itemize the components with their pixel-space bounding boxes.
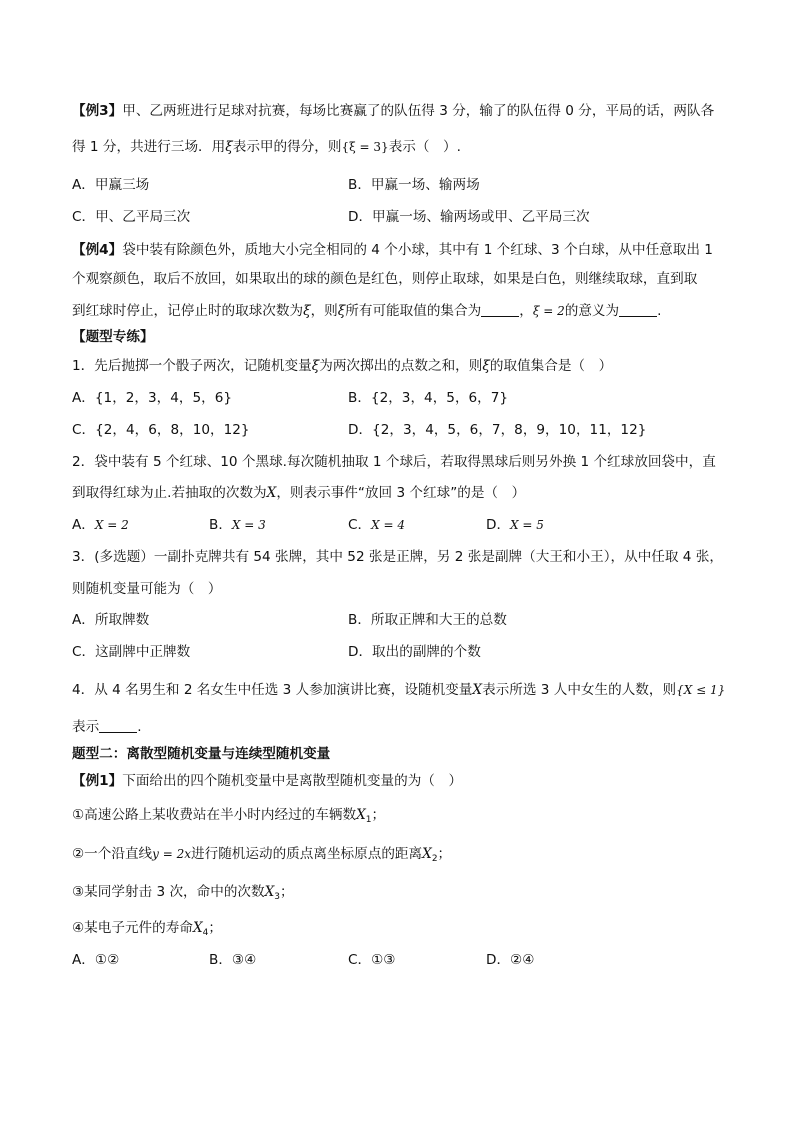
q2-option-d [486,516,544,534]
ex4-text-3e: 的意义为 [564,303,620,319]
q3-option-a: A．所取牌数 [72,612,150,628]
q3-line2: 则随机变量可能为（ ） [72,581,222,597]
ex1-item2-eq: y = 2x [152,847,192,861]
q2-option-b-expr: X = 3 [231,518,266,532]
ex1-tag: 【例1】 [72,773,123,789]
q2-option-a [72,516,129,534]
q2-option-c-expr: X = 4 [371,518,405,532]
ex3-option-b: B．甲赢一场、输两场 [348,177,480,193]
ex1-item4-X: X [192,920,203,936]
q2-option-d-expr: X = 5 [510,518,544,532]
q4-text-2a: 表示 [72,719,100,735]
q2-option-c-label: C． [348,517,372,533]
ex4-line3 [72,302,661,320]
ex1-item3-text: ③某同学射击 3 次，命中的次数 [72,884,265,900]
ex3-line1 [72,102,714,120]
ex3-text-2a: 得 1 分，共进行三场．用 [72,139,226,155]
q3-option-d: D．取出的副牌的个数 [348,644,481,660]
ex3-xi: ξ [225,139,233,155]
ex4-blank-1 [481,304,519,317]
ex3-text-2b: 表示甲的得分，则 [232,139,342,155]
ex1-item2-X: X [422,846,432,862]
q2-text-2b: ，则表示事件“放回 3 个红球”的是（ ） [276,485,526,501]
q4-line1 [72,681,725,699]
ex1-option-a: A．①② [72,952,120,968]
ex4-xi-1: ξ [303,303,311,319]
section-title: 【题型专练】 [72,329,154,345]
ex1-item4 [72,919,222,937]
ex4-blank-2 [619,304,657,317]
q1-text-b: 为两次掷出的点数之和，则 [319,358,483,374]
q2-option-c [348,516,405,534]
q1-option-a: A．{1，2，3，4，5，6} [72,390,233,406]
q3-option-b: B．所取正牌和大王的总数 [348,612,507,628]
ex1-item4-end: ； [208,920,222,936]
q2-option-a-label: A． [72,517,95,533]
q2-line2 [72,484,525,502]
ex1-item2-text-b: 进行随机运动的质点离坐标原点的距离 [191,846,423,862]
ex4-text-3c: 所有可能取值的集合为 [345,303,482,319]
ex3-tag: 【例3】 [72,103,123,119]
ex4-text-3f: . [657,303,662,319]
ex4-xi-2: ξ [337,303,346,319]
q4-text-1a: 4．从 4 名男生和 2 名女生中任选 3 人参加演讲比赛，设随机变量 [72,682,473,698]
q4-text-2b: . [137,719,142,735]
ex4-text-1: 袋中装有除颜色外，质地大小完全相同的 4 个小球，其中有 1 个红球、3 个白球，从中任意取出 1 [122,242,713,258]
q2-option-b [209,516,266,534]
ex1-item3-X: X [264,884,275,900]
q4-blank [99,720,137,733]
ex1-item3 [72,883,294,901]
ex1-item1-text: ①高速公路上某收费站在半小时内经过的车辆数 [72,807,357,823]
ex4-eq: ξ = 2 [532,304,565,318]
q2-option-a-expr: X = 2 [94,518,129,532]
q1-option-d: D．{2，3，4，5，6，7，8，9，10，11，12} [348,422,647,438]
ex3-option-c: C．甲、乙平局三次 [72,209,191,225]
ex4-text-3b: ，则 [310,303,338,319]
ex1-item1-X: X [356,807,366,823]
ex1-option-c: C．①③ [348,952,396,968]
type2-title: 题型二：离散型随机变量与连续型随机变量 [72,746,331,762]
ex3-text-2c: 表示（ ）. [388,139,461,155]
q1-text-a: 1．先后抛掷一个骰子两次，记随机变量 [72,358,312,374]
q4-set: {X ≤ 1} [676,683,726,697]
q1-text [72,357,612,375]
ex1-item1-sub: 1 [365,815,372,825]
q2-option-b-label: B． [209,517,232,533]
q4-line2 [72,718,142,736]
q1-xi-1: ξ [311,358,320,374]
q3-option-c: C．这副牌中正牌数 [72,644,191,660]
ex4-line2: 个观察颜色，取后不放回，如果取出的球的颜色是红色，则停止取球，如果是白色，则继续取球，直到取 [72,271,698,287]
q4-X: X [472,682,483,698]
q2-X: X [266,485,277,501]
q2-text-2a: 到取得红球为止.若抽取的次数为 [72,485,267,501]
q4-text-1b: 表示所选 3 人中女生的人数，则 [482,682,677,698]
q1-option-c: C．{2，4，6，8，10，12} [72,422,250,438]
q3-line1: 3．(多选题）一副扑克牌共有 54 张牌，其中 52 张是正牌，另 2 张是副牌（大王和小王），从中任取 4 张， [72,549,723,565]
q1-xi-2: ξ [482,358,490,374]
q2-option-d-label: D． [486,517,511,533]
ex3-option-a: A．甲赢三场 [72,177,150,193]
ex4-tag: 【例4】 [72,242,123,258]
ex1-text: 下面给出的四个随机变量中是离散型随机变量的为（ ） [122,773,463,789]
ex1-item4-text: ④某电子元件的寿命 [72,920,193,936]
ex1-item2-sub: 2 [431,854,438,864]
ex1-item4-sub: 4 [202,928,209,938]
q1-text-c: 的取值集合是（ ） [489,358,613,374]
ex1-item1 [72,806,385,824]
ex3-line2 [72,138,461,156]
ex1-item3-end: ； [280,884,294,900]
q1-option-b: B．{2，3，4，5，6，7} [348,390,509,406]
ex1-option-d: D．②④ [486,952,535,968]
ex3-option-d: D．甲赢一场、输两场或甲、乙平局三次 [348,209,590,225]
ex3-set: {ξ = 3} [341,140,389,154]
ex1-option-b: B．③④ [209,952,257,968]
ex3-text-1: 甲、乙两班进行足球对抗赛，每场比赛赢了的队伍得 3 分，输了的队伍得 0 分，平局的话，两队各 [122,103,715,119]
ex1-item2-end: ； [437,846,452,862]
ex1-item3-sub: 3 [274,892,281,902]
ex4-line1 [72,241,713,259]
ex1-line [72,772,462,790]
q2-line1: 2．袋中装有 5 个红球、10 个黑球.每次随机抽取 1 个球后，若取得黑球后则另外换 1 个红球放回袋中，直 [72,454,716,470]
ex1-item2-text-a: ②一个沿直线 [72,846,153,862]
ex4-text-3a: 到红球时停止，记停止时的取球次数为 [72,303,304,319]
ex4-text-3d: ， [519,303,533,319]
ex1-item2 [72,845,451,863]
ex1-item1-end: ； [371,807,386,823]
